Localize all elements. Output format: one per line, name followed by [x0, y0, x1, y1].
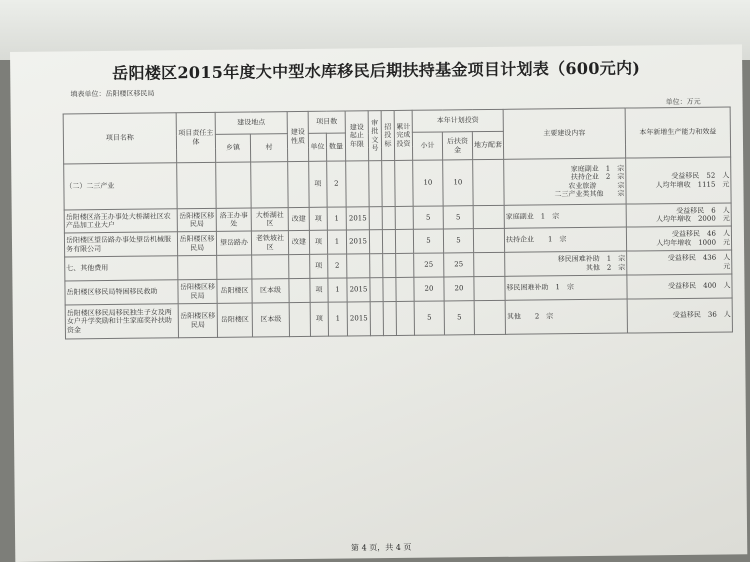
row-bid — [382, 206, 395, 229]
row-local — [473, 159, 504, 205]
money-unit: 单位：万元 — [665, 97, 701, 107]
row-years: 2015 — [347, 278, 370, 302]
row-fund: 25 — [444, 253, 474, 277]
row-fund: 5 — [444, 301, 474, 335]
row-approval — [370, 278, 383, 302]
header-nature: 建设性质 — [287, 111, 309, 161]
row-count: 2 — [328, 254, 347, 278]
row-bid — [383, 277, 396, 301]
header-completed: 累计完成投资 — [394, 110, 413, 160]
row-town: 岳阳楼区 — [217, 279, 252, 303]
row-subtotal: 10 — [413, 160, 443, 206]
header-years: 建设起止年限 — [345, 111, 369, 161]
row-owner — [178, 255, 217, 279]
row-owner: 岳阳楼区移民局 — [178, 279, 217, 303]
row-town: 洛王办事处 — [216, 208, 251, 231]
row-content: 扶持企业 1 宗 — [504, 227, 626, 252]
header-local: 地方配套 — [472, 131, 503, 159]
row-completed — [396, 253, 414, 277]
row-approval — [369, 207, 382, 230]
row-unit: 项 — [310, 254, 328, 278]
header-owner: 项目责任主体 — [176, 112, 216, 162]
row-bid — [382, 160, 395, 206]
row-completed — [396, 277, 414, 301]
row-completed — [395, 229, 413, 253]
header-subtotal: 小计 — [412, 132, 442, 160]
row-approval — [369, 161, 382, 207]
row-fund: 20 — [444, 277, 474, 301]
row-owner: 岳阳楼区移民局 — [178, 303, 217, 337]
row-content: 其他 2 宗 — [505, 299, 627, 334]
row-nature: 改建 — [288, 230, 309, 254]
row-content: 移民困难补助 1 宗 — [505, 275, 627, 300]
row-local — [473, 205, 504, 228]
row-village: 区本级 — [252, 279, 289, 303]
row-count: 2 — [327, 161, 346, 207]
row-years — [346, 161, 369, 207]
row-nature — [288, 161, 309, 207]
row-local — [474, 300, 505, 334]
row-town: 望岳路办 — [216, 231, 251, 255]
header-q-unit: 单位 — [308, 133, 326, 161]
reporting-unit: 填表单位：岳阳楼区移民局 — [70, 89, 155, 99]
header-bid: 招投标 — [381, 110, 395, 160]
header-location: 建设地点 — [215, 112, 287, 135]
row-count: 1 — [328, 278, 347, 302]
row-content: 家庭副业 1 宗 — [504, 204, 626, 228]
row-years: 2015 — [347, 302, 370, 336]
row-content: 家庭副业 1 宗 扶持企业 2 宗 农业旅游 宗 二三产业类其他 宗 — [504, 158, 626, 205]
header-capacity: 本年新增生产能力和效益 — [625, 107, 731, 158]
row-years: 2015 — [346, 230, 369, 254]
header-quantity: 项目数 — [308, 111, 345, 133]
row-capacity: 受益移民 436 人 元 — [627, 250, 732, 275]
row-local — [473, 228, 504, 252]
row-count: 1 — [327, 207, 346, 230]
header-town: 乡镇 — [215, 134, 250, 162]
header-content: 主要建设内容 — [503, 108, 626, 159]
row-village: 老铁坡社区 — [251, 231, 288, 255]
row-village — [251, 162, 288, 208]
row-nature — [289, 302, 310, 336]
row-subtotal: 5 — [414, 301, 444, 335]
row-unit: 项 — [310, 302, 328, 336]
row-subtotal: 5 — [413, 229, 443, 253]
row-capacity: 受益移民 400 人 — [627, 274, 732, 299]
row-completed — [395, 206, 413, 229]
row-years: 2015 — [346, 207, 369, 230]
row-subtotal: 20 — [414, 277, 444, 301]
header-name: 项目名称 — [63, 113, 177, 164]
row-unit: 项 — [309, 161, 327, 207]
row-capacity: 受益移民 6 人 人均年增收 2000 元 — [626, 203, 731, 227]
row-village: 大桥湖社区 — [251, 208, 288, 231]
document-page — [10, 44, 747, 562]
row-village — [252, 255, 289, 279]
row-fund: 5 — [443, 206, 473, 229]
row-completed — [395, 160, 413, 206]
row-subtotal: 5 — [413, 206, 443, 229]
table-row — [64, 157, 731, 210]
row-town: 岳阳楼区 — [217, 303, 252, 337]
row-unit: 项 — [310, 278, 328, 302]
row-town — [216, 162, 251, 208]
row-local — [474, 276, 505, 300]
row-local — [474, 252, 505, 276]
header-plan-invest: 本年计划投资 — [412, 109, 503, 132]
row-village: 区本级 — [252, 303, 289, 337]
row-years — [347, 254, 370, 278]
row-approval — [370, 254, 383, 278]
table-row — [65, 298, 732, 339]
row-capacity: 受益移民 36 人 — [627, 298, 732, 333]
row-bid — [382, 229, 395, 253]
row-fund: 5 — [443, 229, 473, 253]
page-number: 第 4 页，共 4 页 — [350, 542, 412, 553]
row-name: 岳阳楼区望岳路办事处望岳机械服务有限公司 — [64, 232, 177, 257]
header-q-count: 数量 — [326, 133, 345, 161]
header-approval: 审批文号 — [368, 111, 382, 161]
row-content: 移民困难补助 1 宗 其他 2 宗 — [505, 251, 627, 276]
row-town — [217, 255, 252, 279]
row-approval — [369, 230, 382, 254]
row-capacity: 受益移民 52 人 人均年增收 1115 元 — [626, 157, 731, 204]
row-name: 岳阳楼区移民局特困移民救助 — [65, 280, 178, 305]
row-fund: 10 — [443, 160, 473, 206]
row-subtotal: 25 — [414, 253, 444, 277]
row-capacity: 受益移民 46 人 人均年增收 1000 元 — [626, 226, 731, 251]
header-fund: 后扶资金 — [442, 132, 472, 160]
row-unit: 项 — [309, 230, 327, 254]
row-nature — [289, 278, 310, 302]
row-name: 岳阳楼区洛王办事处大桥湖社区农产品加工业大户 — [64, 209, 177, 233]
row-approval — [370, 302, 383, 336]
row-owner — [177, 162, 216, 208]
row-count: 1 — [327, 230, 346, 254]
plan-table — [63, 106, 733, 339]
row-nature — [289, 254, 310, 278]
page-title: 岳阳楼区2015年度大中型水库移民后期扶持基金项目计划表（600元内) — [112, 58, 641, 83]
row-owner: 岳阳楼区移民局 — [177, 231, 216, 255]
row-unit: 项 — [309, 207, 327, 230]
row-bid — [383, 301, 396, 335]
row-nature: 改建 — [288, 207, 309, 230]
row-owner: 岳阳楼区移民局 — [177, 208, 216, 231]
row-name: 岳阳楼区移民局移民独生子女及两女户升学奖励和计生家庭奖补扶助资金 — [65, 304, 178, 339]
row-completed — [396, 301, 414, 335]
row-bid — [383, 253, 396, 277]
header-village: 村 — [250, 134, 287, 162]
row-count: 1 — [328, 302, 347, 336]
row-name: （二）二三产业 — [64, 163, 177, 210]
row-name: 七、其他费用 — [65, 256, 178, 281]
